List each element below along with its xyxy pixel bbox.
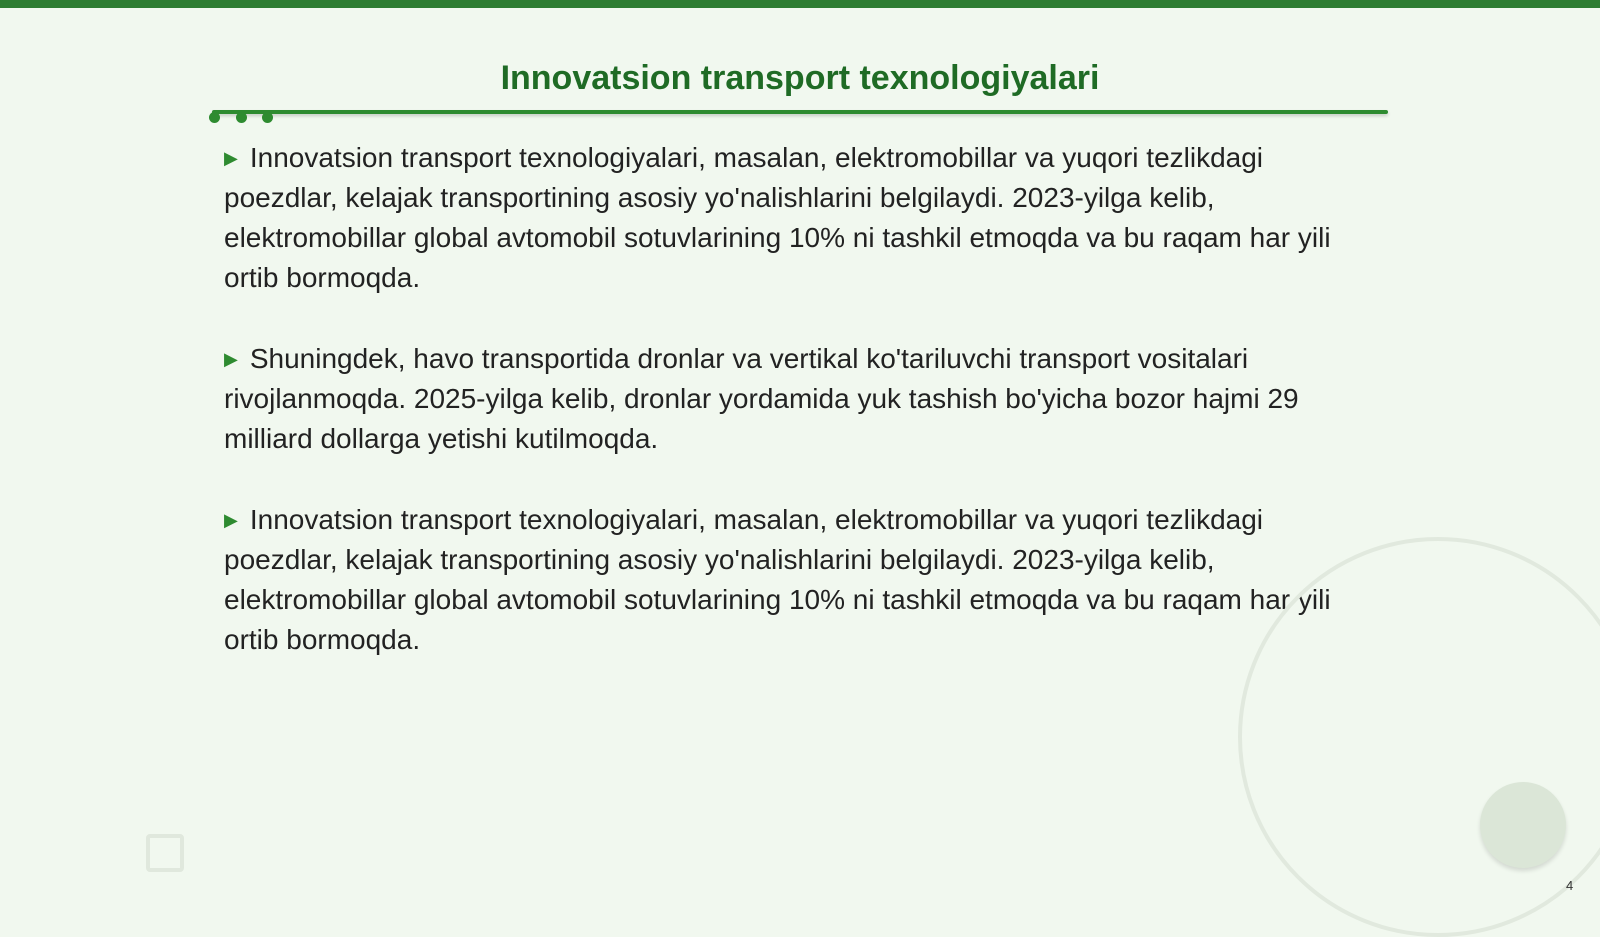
dot-decoration xyxy=(262,112,273,123)
top-accent-bar xyxy=(0,0,1600,8)
page-number: 4 xyxy=(1566,878,1574,893)
triangle-right-icon: ▶ xyxy=(224,510,238,530)
bullet-text: Shuningdek, havo transportida dronlar va vertikal ko'tariluvchi transport vositalari rivojlanmoqda. 2025-yilga kelib, dronlar yordamida yuk tashish bo'yicha bozor hajmi 29 milliard dollarga yetishi kutilmoqda. xyxy=(224,343,1299,454)
dot-decoration xyxy=(209,112,220,123)
triangle-right-icon: ▶ xyxy=(224,148,238,168)
bullet-item xyxy=(224,339,1374,459)
bullet-item xyxy=(224,138,1374,298)
bullet-text: Innovatsion transport texnologiyalari, masalan, elektromobillar va yuqori tezlikdagi poezdlar, kelajak transportining asosiy yo'nalishlarini belgilaydi. 2023-yilga kelib, elektromobillar global avtomobil sotuvlarining 10% ni tashkil etmoqda va bu raqam har yili ortib bormoqda. xyxy=(224,142,1331,293)
bullet-item xyxy=(224,500,1374,660)
bullet-list xyxy=(224,138,1374,701)
slide-title: Innovatsion transport texnologiyalari xyxy=(500,59,1100,97)
decorative-circle-filled xyxy=(1480,782,1566,868)
decorative-square-outline xyxy=(146,834,184,872)
title-underline xyxy=(212,110,1388,114)
bullet-text: Innovatsion transport texnologiyalari, masalan, elektromobillar va yuqori tezlikdagi poezdlar, kelajak transportining asosiy yo'nalishlarini belgilaydi. 2023-yilga kelib, elektromobillar global avtomobil sotuvlarining 10% ni tashkil etmoqda va bu raqam har yili ortib bormoqda. xyxy=(224,504,1331,655)
triangle-right-icon: ▶ xyxy=(224,349,238,369)
dot-decoration xyxy=(236,112,247,123)
